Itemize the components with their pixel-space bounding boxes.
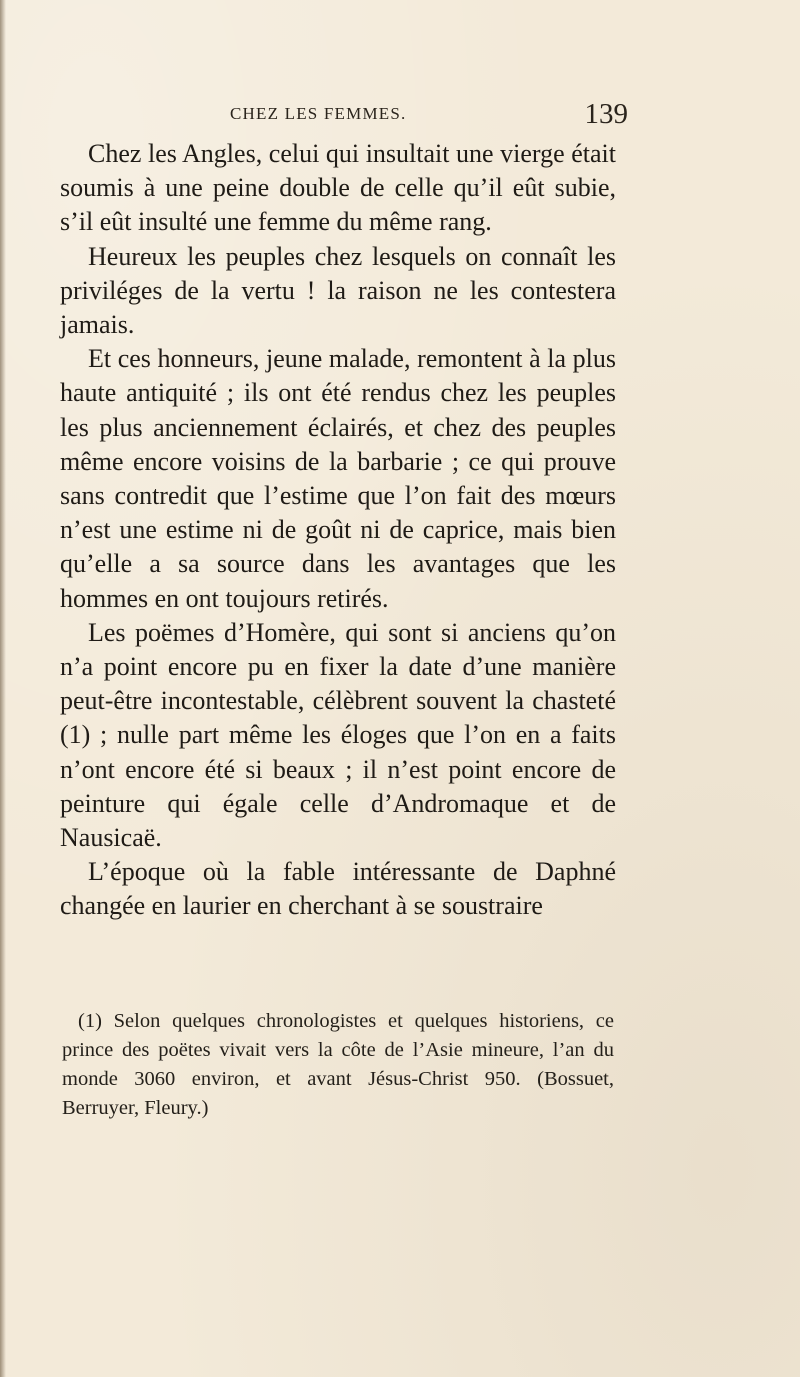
- footnote: (1) Selon quelques chronologistes et quelques historiens, ce prince des poëtes vivait vers la côte de l’Asie mineure, l’an du monde 3060 environ, et avant Jésus-Christ 950. (Bossuet, Berruyer, Fleury.): [62, 1010, 614, 1119]
- page-binding-shadow: [0, 0, 6, 1377]
- paragraph: L’époque où la fable intéressante de Daphné changée en laurier en cherchant à se soustraire: [60, 857, 616, 921]
- paragraph: Chez les Angles, celui qui insultait une vierge était soumis à une peine double de celle qu’il eût subie, s’il eût insulté une femme du même rang.: [60, 139, 616, 237]
- main-text: [60, 137, 616, 924]
- footnotes: [62, 1007, 614, 1123]
- running-head: CHEZ LES FEMMES.: [230, 104, 407, 123]
- page-number: 139: [584, 98, 628, 130]
- page-header: [60, 98, 628, 130]
- paragraph: Heureux les peuples chez lesquels on connaît les priviléges de la vertu ! la raison ne les contestera jamais.: [60, 241, 616, 340]
- paragraph: Et ces honneurs, jeune malade, remontent à la plus haute antiquité ; ils ont été rendus chez les peuples les plus anciennement éclairés, et chez des peuples même encore voisins de la barbarie ; ce qui prouve sans contredit que l’estime que l’on fait des mœurs n’est une estime ni de goût ni de caprice, mais bien qu’elle a sa source dans les avantages que les hommes en ont toujours retirés.: [60, 344, 616, 613]
- paragraph: Les poëmes d’Homère, qui sont si anciens qu’on n’a point encore pu en fixer la date d’une manière peut-être incontestable, célèbrent souvent la chasteté (1) ; nulle part même les éloges que l’on en a faits n’ont encore été si beaux ; il n’est point encore de peinture qui égale celle d’Andromaque et de Nausicaë.: [60, 617, 616, 853]
